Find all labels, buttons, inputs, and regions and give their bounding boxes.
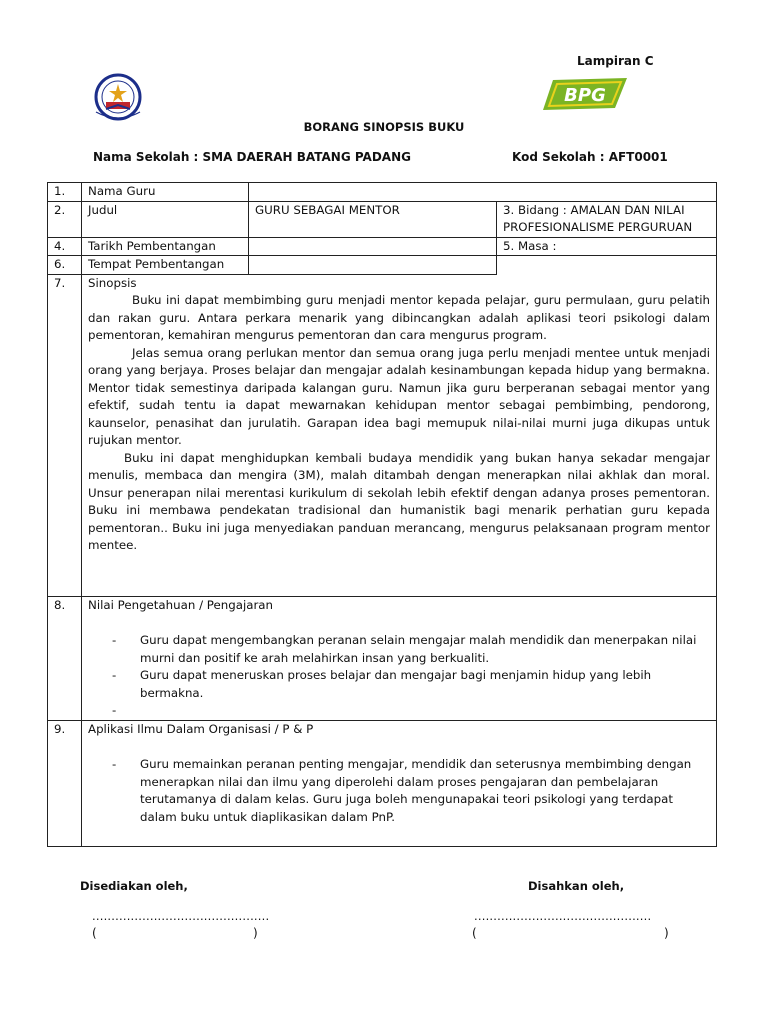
list-item — [112, 702, 710, 720]
synopsis-paragraph: Jelas semua orang perlukan mentor dan semua orang juga perlu menjadi mentee untuk menjadi orang yang berjaya. Proses belajar dan mengajar adalah kesinambungan kepada hidup yang bermakna. Mentor tidak semestinya daripada kalangan guru. Namun jika guru berperanan sebagai mentor yang efektif, sudah tentu ia dapat mewarnakan kehidupan mentor sebagai pembimbing, pendorong, kaunselor, penasihat dan jurulatih. Garapan idea bagi memupuk nilai-nilai murni juga dikupas untuk rujukan mentor. — [88, 345, 710, 447]
field-label: Sinopsis — [88, 275, 137, 290]
prepared-name-close-paren: ) — [253, 926, 258, 940]
book-title-field: GURU SEBAGAI MENTOR — [249, 201, 497, 237]
row-number: 6. — [48, 256, 82, 275]
approved-by-label: Disahkan oleh, — [528, 879, 625, 893]
lampiran-label: Lampiran C — [577, 54, 654, 68]
approved-name-open-paren: ( — [472, 926, 477, 940]
field-label: Nilai Pengetahuan / Pengajaran — [88, 597, 274, 612]
school-name: Nama Sekolah : SMA DAERAH BATANG PADANG — [93, 150, 411, 164]
row-number: 1. — [48, 183, 82, 202]
approved-signature-line[interactable]: .............................................. — [474, 909, 652, 923]
bpg-logo — [543, 76, 627, 112]
synopsis-paragraph: Buku ini dapat menghidupkan kembali budaya mendidik yang bukan hanya sekadar mengajar menulis, membaca dan mengira (3M), malah ditambah dengan menerapkan nilai akhlak dan moral. Unsur penerapan nilai merentasi kurikulum di sekolah lebih efektif dengan adanya proses pementoran. Buku ini membawa pendekatan tradisional dan humanistik bagi menarik perhatian guru kepada pementoran.. Buku ini juga menyediakan panduan merancang, mengurus pelaksanaan program mentor mentee. — [88, 450, 710, 552]
ministry-crest-logo — [76, 72, 160, 122]
field-label: Tempat Pembentangan — [82, 256, 249, 275]
table-row — [48, 237, 717, 256]
table-row — [48, 256, 717, 275]
teacher-name-field[interactable] — [249, 183, 717, 202]
synopsis-paragraph: Buku ini dapat membimbing guru menjadi mentor kepada pelajar, guru permulaan, guru pelatih dan rakan guru. Antara perkara menarik yang dibincangkan adalah aplikasi teori psikologi dalam pementoran, kemahiran mengurus pementoran dan cara mengurus program. — [88, 293, 710, 342]
table-row — [48, 596, 717, 720]
row-number: 2. — [48, 201, 82, 237]
list-item: - Guru dapat mengembangkan peranan selain mengajar malah mendidik dan menerpakan nilai murni dan positif ke arah melahirkan insan yang berkualiti. — [112, 632, 710, 667]
row-number: 9. — [48, 720, 82, 846]
approved-name-close-paren: ) — [664, 926, 669, 940]
list-item: - Guru dapat meneruskan proses belajar dan mengajar bagi menjamin hidup yang lebih bermakna. — [112, 667, 710, 702]
list-item: - Guru memainkan peranan penting mengajar, mendidik dan seterusnya membimbing dengan menerapkan nilai dan ilmu yang diperolehi dalam proses pengajaran dan pembelajaran terutamanya di dalam kelas. Guru juga boleh mengunapakai teori psikologi yang terdapat dalam buku untuk diaplikasikan dalam PnP. — [112, 756, 710, 826]
prepared-signature-line[interactable]: .............................................. — [92, 909, 270, 923]
form-title: BORANG SINOPSIS BUKU — [303, 120, 465, 134]
prepared-by-label: Disediakan oleh, — [80, 879, 188, 893]
bidang-line-2: PROFESIONALISME PERGURUAN — [503, 220, 693, 234]
row-number: 7. — [48, 274, 82, 596]
bidang-line-1: 3. Bidang : AMALAN DAN NILAI — [503, 202, 685, 217]
prepared-name-open-paren: ( — [92, 926, 97, 940]
synopsis-cell — [82, 274, 717, 596]
row-number: 4. — [48, 237, 82, 256]
values-cell — [82, 596, 717, 720]
field-label: Aplikasi Ilmu Dalam Organisasi / P & P — [88, 721, 314, 736]
field-label: Nama Guru — [82, 183, 249, 202]
values-list — [88, 632, 710, 720]
row-number: 8. — [48, 596, 82, 720]
presentation-date-field[interactable] — [249, 237, 497, 256]
school-code: Kod Sekolah : AFT0001 — [512, 150, 668, 164]
bpg-logo-text: BPG — [564, 85, 606, 106]
table-row — [48, 274, 717, 596]
empty-cell — [497, 256, 717, 275]
masa-field: 5. Masa : — [497, 237, 717, 256]
table-row — [48, 720, 717, 846]
table-row — [48, 201, 717, 237]
table-row — [48, 183, 717, 202]
application-list — [88, 756, 710, 826]
field-label: Tarikh Pembentangan — [82, 237, 249, 256]
bidang-field — [497, 201, 717, 237]
application-cell — [82, 720, 717, 846]
synopsis-form-table — [47, 182, 717, 847]
field-label: Judul — [82, 201, 249, 237]
presentation-place-field[interactable] — [249, 256, 497, 275]
